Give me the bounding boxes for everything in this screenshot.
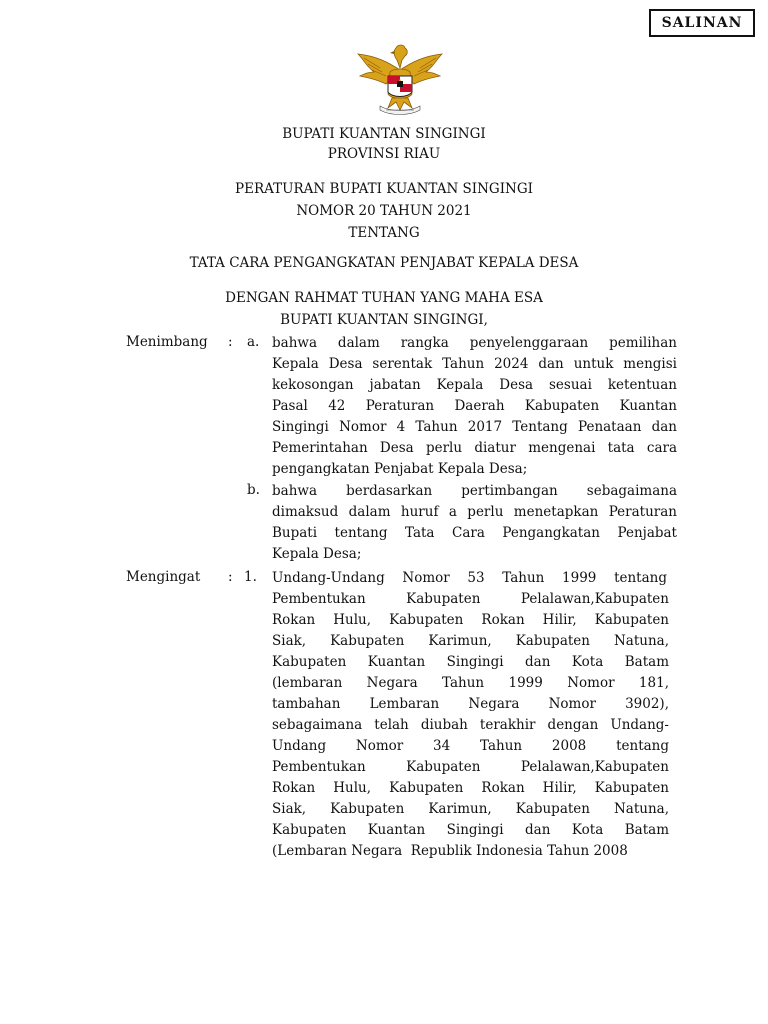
mengingat-1-line: (lembaran Negara Tahun 1999 Nomor 181, [272,675,669,691]
menimbang-b-line: Kepala Desa; [272,546,362,562]
menimbang-b-line: Bupati tentang Tata Cara Pengangkatan Penjabat [272,525,677,541]
mengingat-1-line: Siak, Kabupaten Karimun, Kabupaten Natuna, [272,633,669,649]
mengingat-colon: : [228,569,233,585]
mengingat-1-line: sebagaimana telah diubah terakhir dengan Undang- [272,717,669,733]
mengingat-1-line: Undang Nomor 34 Tahun 2008 tentang [272,738,669,754]
menimbang-item-b-marker: b. [247,482,260,498]
mengingat-1-line: Siak, Kabupaten Karimun, Kabupaten Natuna, [272,801,669,817]
menimbang-a-line: Pemerintahan Desa perlu diatur mengenai tata cara [272,440,677,456]
invocation-line: DENGAN RAHMAT TUHAN YANG MAHA ESA [225,290,543,306]
mengingat-1-line: Pembentukan Kabupaten Pelalawan,Kabupaten [272,759,669,775]
mengingat-item-1-marker: 1. [244,569,257,585]
menimbang-colon: : [228,334,233,350]
menimbang-a-line: pengangkatan Penjabat Kepala Desa; [272,461,528,477]
mengingat-1-line: tambahan Lembaran Negara Nomor 3902), [272,696,669,712]
regulation-title: PERATURAN BUPATI KUANTAN SINGINGI [235,181,533,197]
mengingat-1-line: Undang-Undang Nomor 53 Tahun 1999 tentang [272,570,667,586]
menimbang-b-line: bahwa berdasarkan pertimbangan sebagaimana [272,483,677,499]
mengingat-1-line: Pembentukan Kabupaten Pelalawan,Kabupaten [272,591,669,607]
menimbang-b-line: dimaksud dalam huruf a perlu menetapkan Peraturan [272,504,677,520]
enactor-line: BUPATI KUANTAN SINGINGI, [280,312,488,328]
authority-line-2: PROVINSI RIAU [327,146,441,162]
menimbang-a-line: kekosongan jabatan Kepala Desa sesuai ketentuan [272,377,677,393]
regulation-number: NOMOR 20 TAHUN 2021 [296,203,472,219]
mengingat-1-line: Rokan Hulu, Kabupaten Rokan Hilir, Kabupaten [272,612,669,628]
mengingat-1-line: (Lembaran Negara Republik Indonesia Tahun 2008 [272,843,628,859]
about-heading: TENTANG [348,225,420,241]
salinan-stamp: SALINAN [649,9,755,37]
mengingat-1-line: Kabupaten Kuantan Singingi dan Kota Batam [272,822,669,838]
mengingat-1-line: Rokan Hulu, Kabupaten Rokan Hilir, Kabupaten [272,780,669,796]
menimbang-a-line: bahwa dalam rangka penyelenggaraan pemilihan [272,335,677,351]
garuda-emblem-icon [350,42,450,118]
menimbang-a-line: Pasal 42 Peraturan Daerah Kabupaten Kuantan [272,398,677,414]
authority-line-1: BUPATI KUANTAN SINGINGI [282,126,486,142]
menimbang-label: Menimbang [126,334,208,350]
mengingat-label: Mengingat [126,569,201,585]
menimbang-a-line: Singingi Nomor 4 Tahun 2017 Tentang Penataan dan [272,419,677,435]
menimbang-a-line: Kepala Desa serentak Tahun 2024 dan untuk mengisi [272,356,677,372]
regulation-subject: TATA CARA PENGANGKATAN PENJABAT KEPALA DESA [189,255,579,271]
menimbang-item-a-marker: a. [247,334,260,350]
mengingat-1-line: Kabupaten Kuantan Singingi dan Kota Batam [272,654,669,670]
